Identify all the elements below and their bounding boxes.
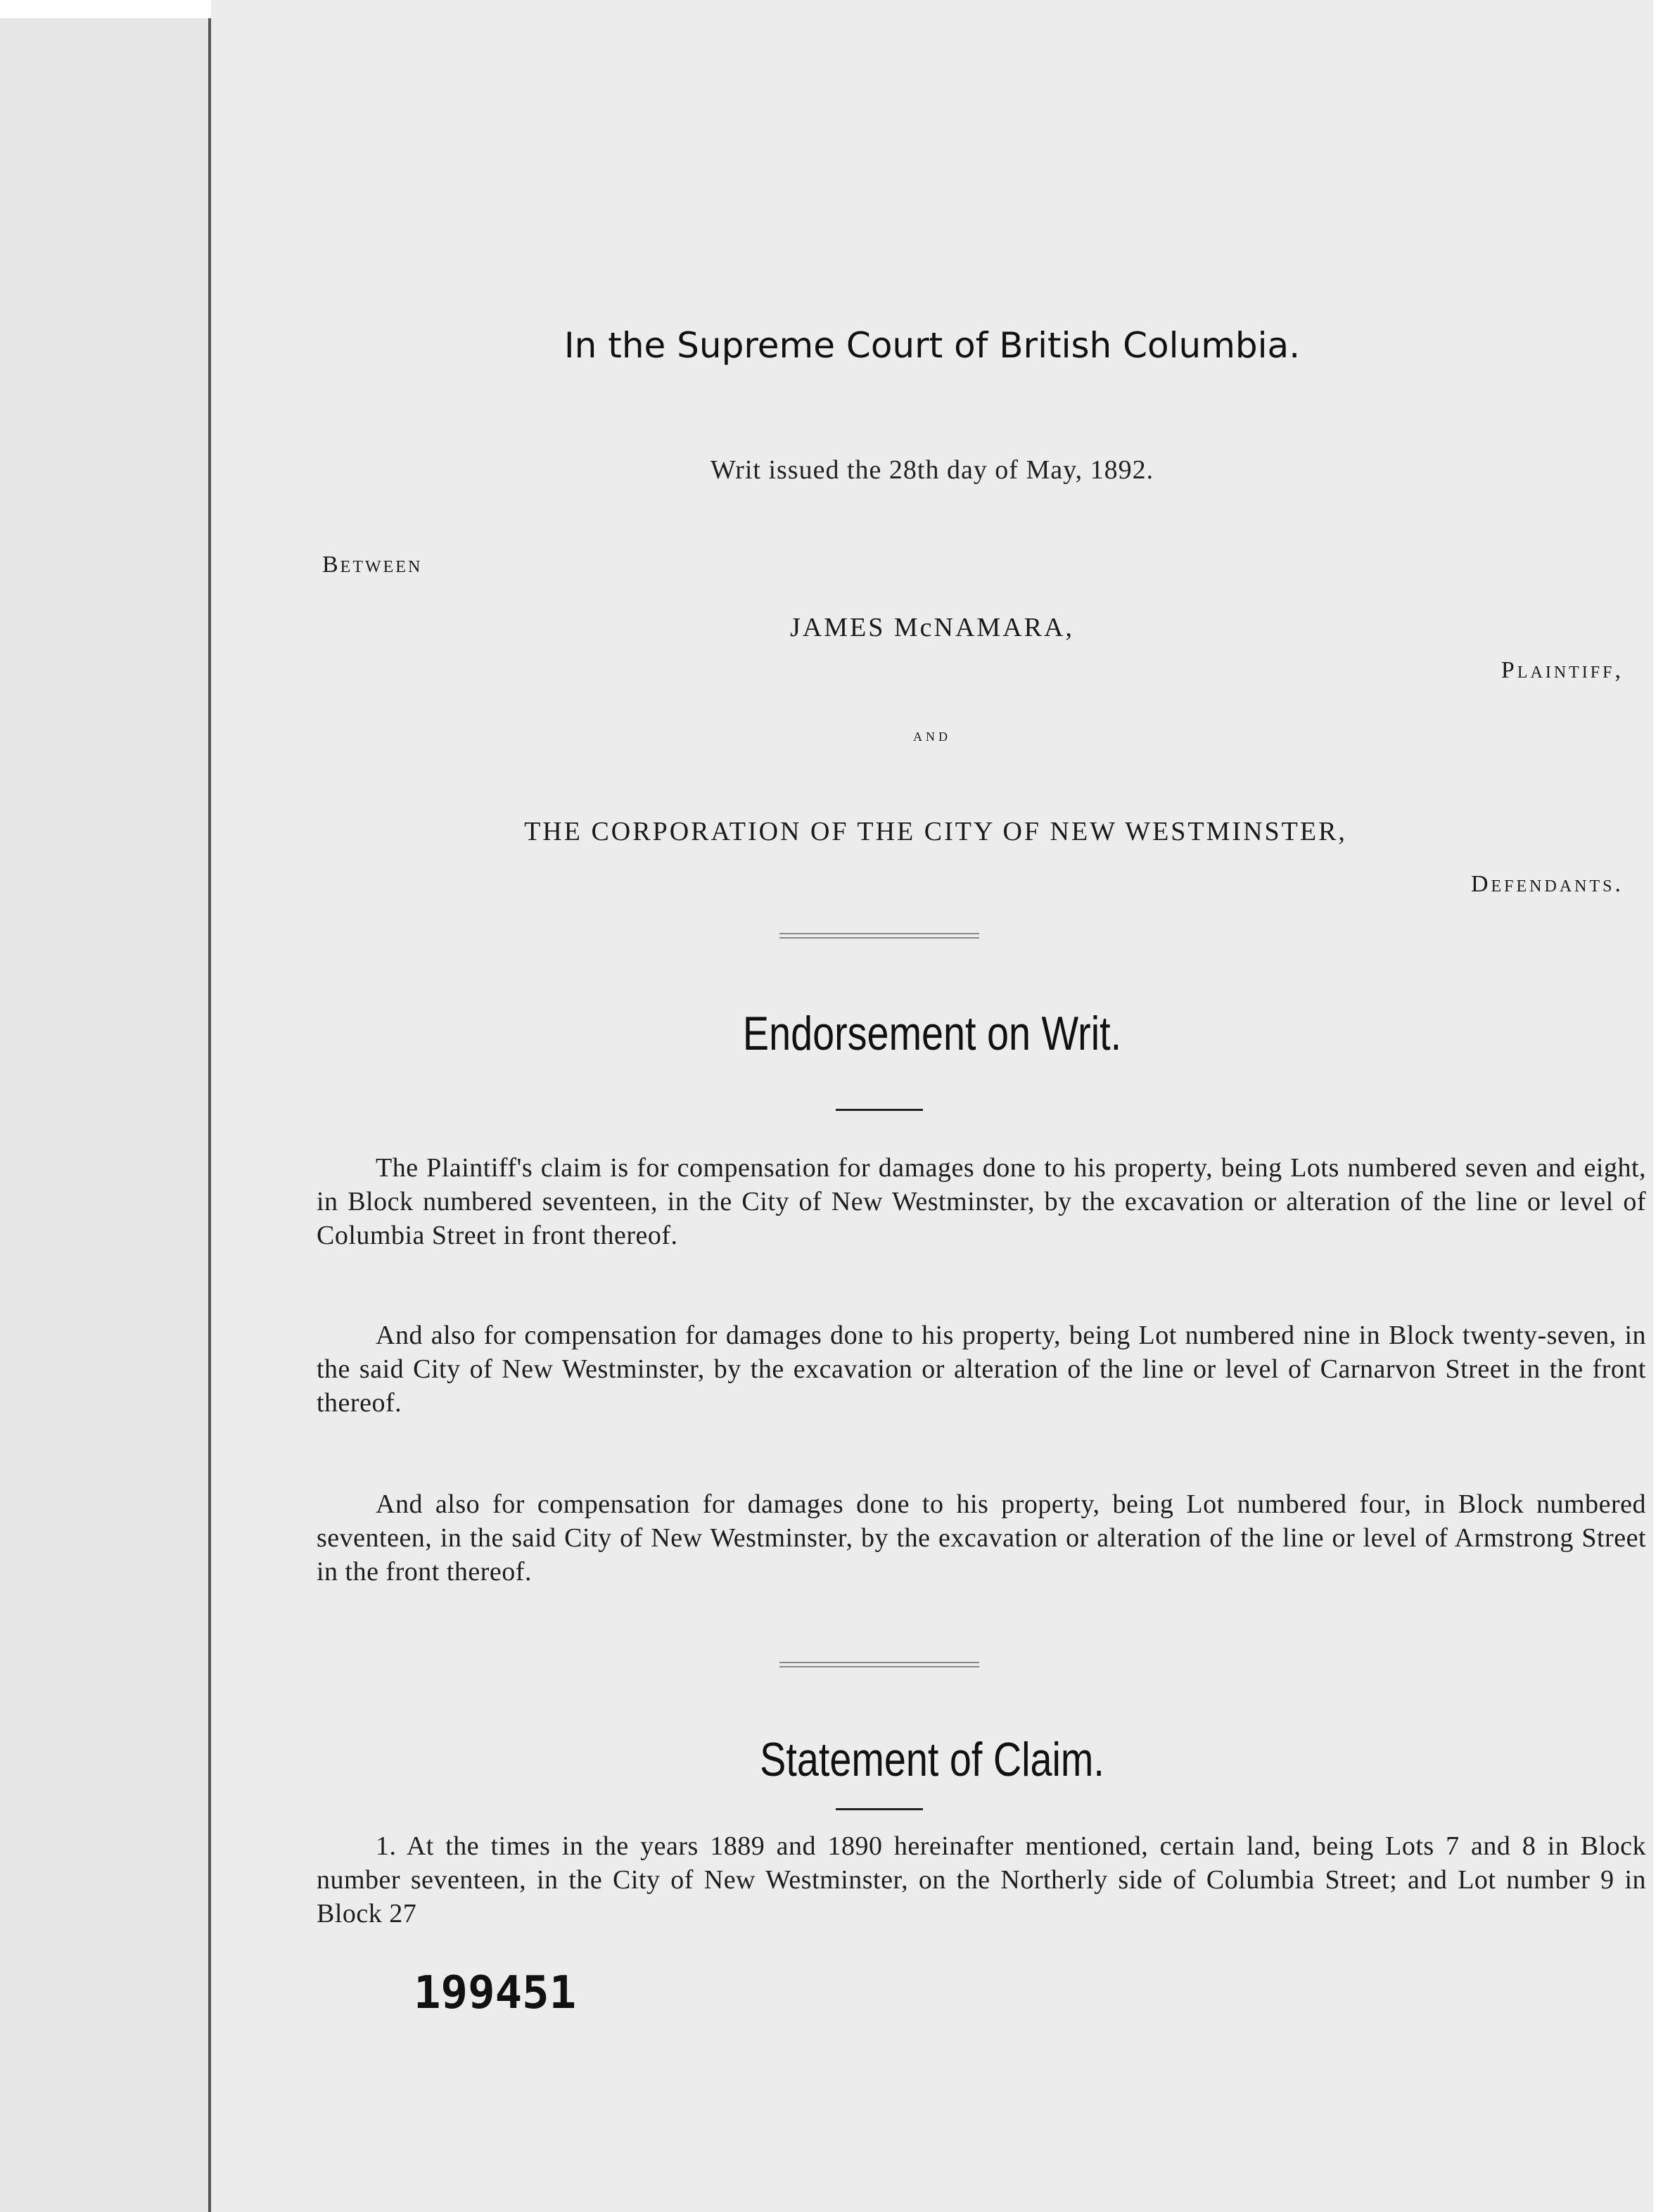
stamp-number: 199451: [414, 1967, 577, 2019]
document-page: [211, 0, 1653, 2212]
statement-title: Statement of Claim.: [760, 1733, 1104, 1786]
endorsement-paragraph: The Plaintiff's claim is for compensation for damages done to his property, being Lots numbered seven and eight, in Block numbered seventeen, in the City of New Westminster, by the excavation or alteration of the line or level of Columbia Street in front thereof.: [317, 1153, 1646, 1250]
and-label: and: [913, 725, 951, 745]
defendants-label: Defendants.: [1470, 871, 1624, 897]
plaintiff-name: JAMES McNAMARA,: [790, 613, 1074, 642]
endorsement-paragraph: And also for compensation for damages done to his property, being Lot numbered four, in Block numbered seventeen, in the said City of New Westminster, by the excavation or alteration of the line or level of Armstrong Street in the front thereof.: [317, 1489, 1646, 1587]
statement-title-rule: [836, 1808, 923, 1810]
endorsement-title: Endorsement on Writ.: [742, 1007, 1122, 1060]
defendant-name: THE CORPORATION OF THE CITY OF NEW WESTMINSTER,: [524, 817, 1347, 846]
statement-paragraph: 1. At the times in the years 1889 and 1890 hereinafter mentioned, certain land, being Lots 7 and 8 in Block number seventeen, in the City of New Westminster, on the Northerly side of Columbia Street; and Lot number 9 in Block 27: [317, 1831, 1646, 1928]
plaintiff-label: Plaintiff,: [1500, 657, 1624, 683]
between-label: Between: [322, 552, 423, 578]
divider-rule-middle: [779, 1662, 979, 1667]
endorsement-paragraph: And also for compensation for damages done to his property, being Lot numbered nine in Block twenty-seven, in the said City of New Westminster, by the excavation or alteration of the line or level of Carnarvon Street in the front thereof.: [317, 1321, 1646, 1418]
right-border: [1653, 0, 1663, 2212]
divider-rule-top: [779, 933, 979, 939]
court-heading: In the Supreme Court of British Columbia.: [563, 325, 1301, 366]
left-margin-strip: [0, 0, 211, 2212]
writ-issued-line: Writ issued the 28th day of May, 1892.: [710, 455, 1154, 485]
endorsement-title-rule: [836, 1109, 923, 1111]
